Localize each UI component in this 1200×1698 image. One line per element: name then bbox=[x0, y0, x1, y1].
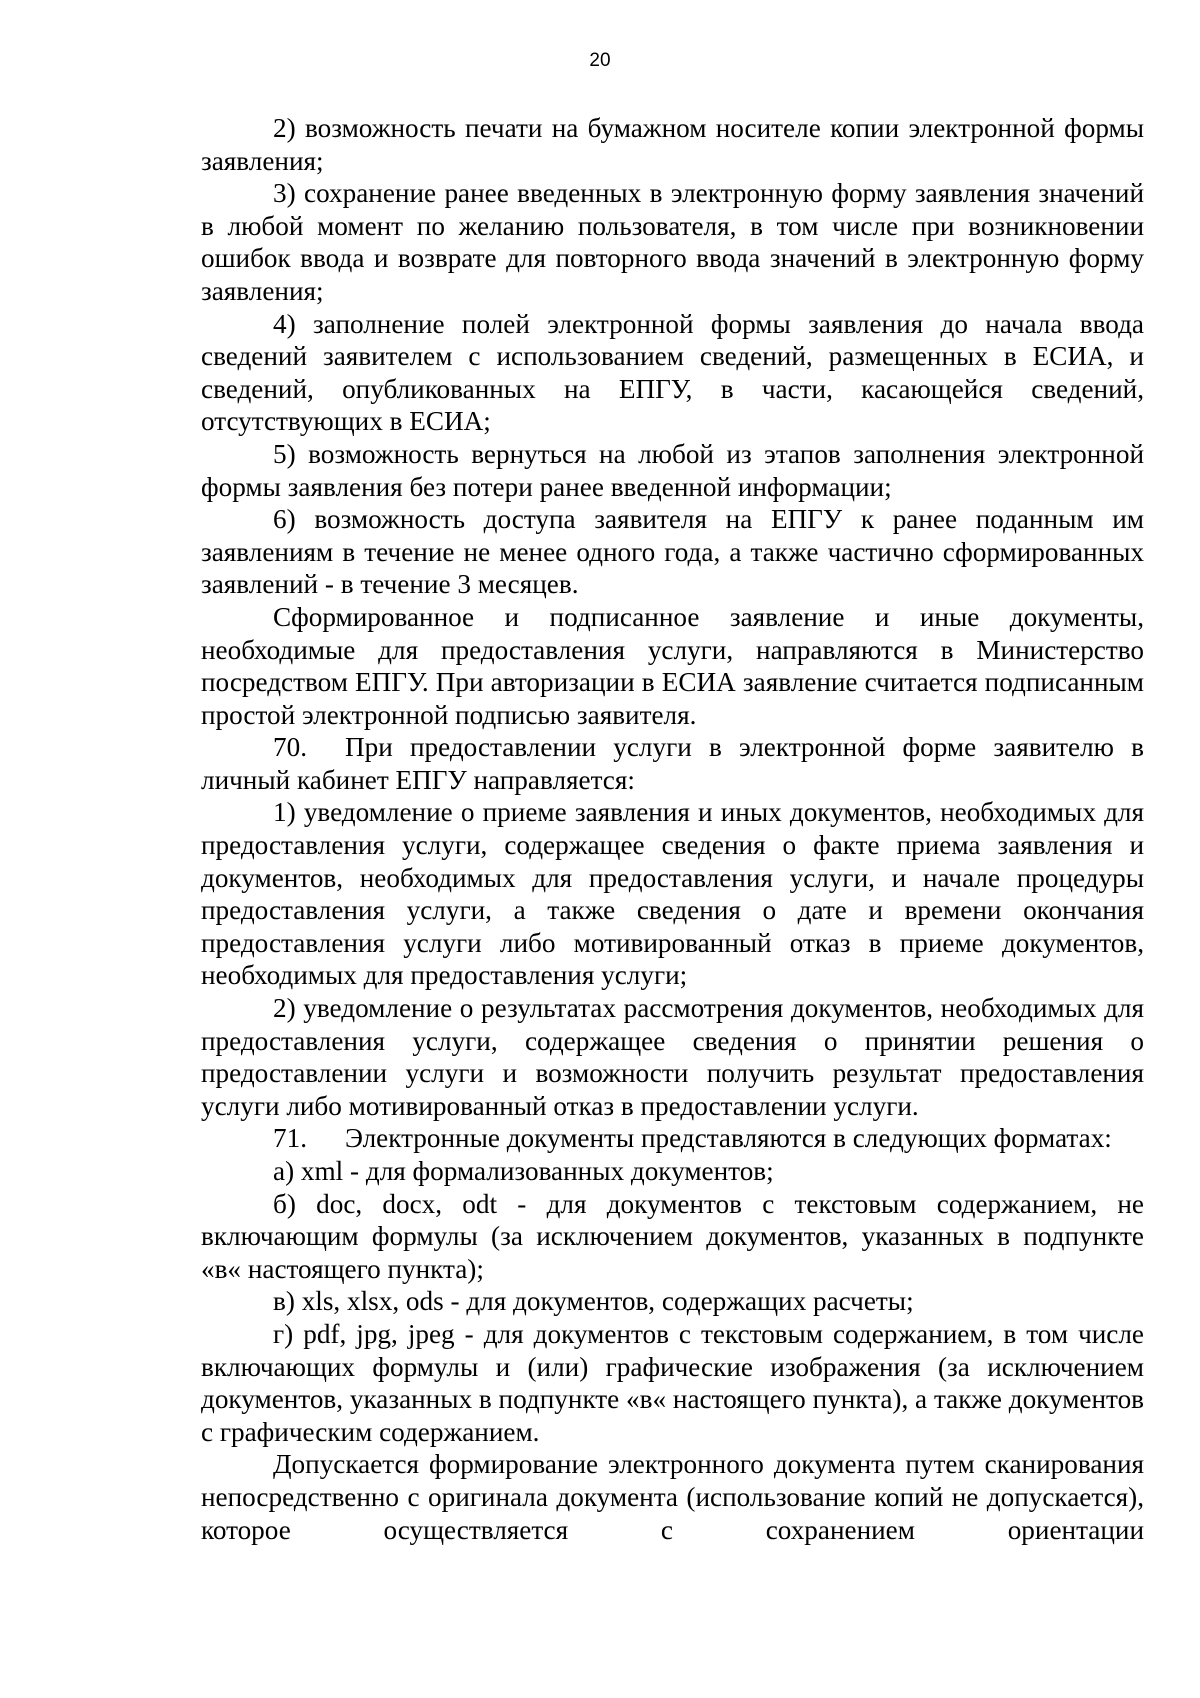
paragraph: а) xml - для формализованных документов; bbox=[273, 1156, 774, 1186]
paragraph: б) doc, docx, odt - для документов с текстовым содержанием, не включающим формулы (за исключением документов, указанных в подпункте «в« настоящего пункта); bbox=[201, 1188, 1144, 1284]
paragraph-text: При предоставлении услуги в электронной форме заявителю в личный кабинет ЕПГУ направляется: bbox=[201, 732, 1144, 795]
paragraph: г) pdf, jpg, jpeg - для документов с текстовым содержанием, в том числе включающих формулы и (или) графические изображения (за исключением документов, указанных в подпункте «в« настоящего пункта), а также документов с графическим содержанием. bbox=[201, 1318, 1144, 1447]
page-number: 20 bbox=[589, 50, 611, 71]
paragraph: 3) сохранение ранее введенных в электронную форму заявления значений в любой момент по желанию пользователя, в том числе при возникновении ошибок ввода и возврате для повторного ввода значений в электронную форму заявления; bbox=[201, 178, 1144, 306]
paragraph: 4) заполнение полей электронной формы заявления до начала ввода сведений заявителем с использованием сведений, размещенных в ЕСИА, и сведений, опубликованных на ЕПГУ, в части, касающейся сведений, отсутствующих в ЕСИА; bbox=[201, 308, 1144, 437]
numbered-paragraph-70 bbox=[201, 731, 1144, 796]
paragraph: Сформированное и подписанное заявление и иные документы, необходимые для предоставления услуги, направляются в Министерство посредством ЕПГУ. При авторизации в ЕСИА заявление считается подписанным простой электронной подписью заявителя. bbox=[201, 601, 1144, 730]
paragraph: 2) уведомление о результатах рассмотрения документов, необходимых для предоставления услуги, содержащее сведения о принятии решения о предоставлении услуги и возможности получить результат предоставления услуги либо мотивированный отказ в предоставлении услуги. bbox=[201, 993, 1144, 1121]
paragraph-text: Электронные документы представляются в следующих форматах: bbox=[345, 1123, 1112, 1154]
paragraph: 5) возможность вернуться на любой из этапов заполнения электронной формы заявления без потери ранее введенной информации; bbox=[201, 438, 1144, 502]
numbered-paragraph-71 bbox=[201, 1122, 1144, 1155]
paragraph-number: 70. bbox=[273, 732, 307, 763]
document-body bbox=[201, 112, 1144, 1546]
paragraph: 2) возможность печати на бумажном носителе копии электронной формы заявления; bbox=[201, 113, 1144, 176]
paragraph: 1) уведомление о приеме заявления и иных документов, необходимых для предоставления услуги, содержащее сведения о факте приема заявления и документов, необходимых для предоставления услуги, и начале процедуры предоставления услуги, а также сведения о дате и времени окончания предоставления услуги либо мотивированный отказ в приеме документов, необходимых для предоставления услуги; bbox=[201, 797, 1144, 991]
paragraph-number: 71. bbox=[273, 1123, 307, 1154]
paragraph: 6) возможность доступа заявителя на ЕПГУ к ранее поданным им заявлениям в течение не менее одного года, а также частично сформированных заявлений - в течение 3 месяцев. bbox=[201, 504, 1144, 600]
paragraph: в) xls, xlsx, ods - для документов, содержащих расчеты; bbox=[273, 1286, 914, 1317]
paragraph: Допускается формирование электронного документа путем сканирования непосредственно с оригинала документа (использование копий не допускается), которое осуществляется с сохранением ориентации bbox=[201, 1449, 1144, 1545]
